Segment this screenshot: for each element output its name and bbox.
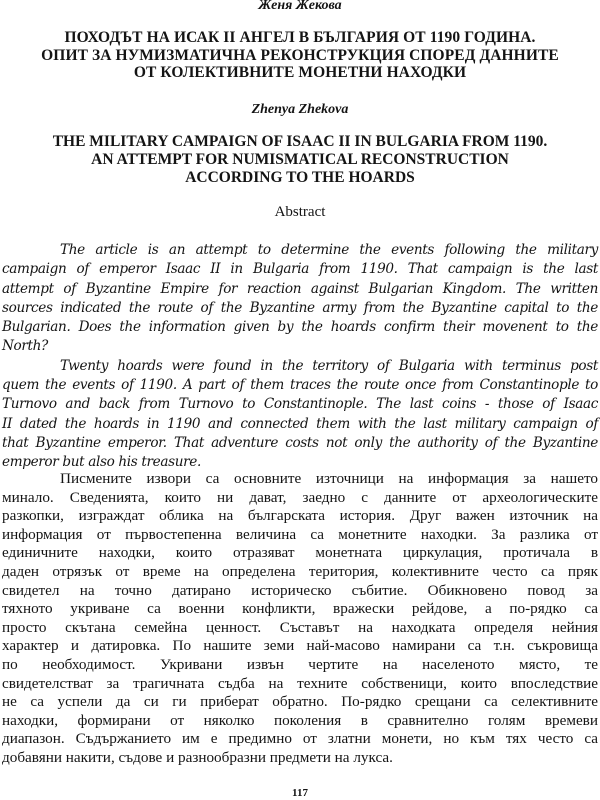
title-english	[0, 133, 600, 187]
abstract-line: II dated the hoards in 1190 and connected them with the last military campaign of	[2, 415, 598, 432]
body-line: диапазон. Съдържанието им е предимно от златни монети, но към тях често са	[2, 730, 598, 748]
title-bulgarian	[0, 29, 600, 82]
abstract-line: attempt of Byzantine Empire for reaction against Bulgarian Kingdom. The written	[2, 280, 598, 297]
page-number: 117	[292, 787, 308, 799]
abstract-line: that Byzantine emperor. That adventure costs not only the authority of the Byzantine	[2, 434, 598, 451]
body-line: свидетел на точно датирано историческо събитие. Обикновено повод за	[2, 581, 598, 599]
title-bulgarian-line: ОТ КОЛЕКТИВНИТЕ МОНЕТНИ НАХОДКИ	[133, 64, 467, 81]
body-line: информация от първостепенна величина са монетните находки. За разлика от	[2, 525, 598, 543]
abstract-line: quem the events of 1190. A part of them traces the route once from Constantinople to	[2, 377, 598, 394]
abstract-line: sources indicated the route of the Byzantine army from the Byzantine capital to the	[2, 299, 598, 316]
body-line: Писмените извори са основните източници на информация за нашето	[60, 470, 598, 487]
body-paragraph	[2, 470, 598, 768]
body-line: не са успели да си ги приберат обратно. По-рядко срещани са селективните	[2, 693, 598, 711]
author-name-english: Zhenya Zhekova	[251, 102, 349, 117]
title-bulgarian-line: ПОХОДЪТ НА ИСАК II АНГЕЛ В БЪЛГАРИЯ ОТ 1190 ГОДИНА.	[64, 29, 536, 46]
body-line: находки, формирани от няколко поколения в сравнително голям времеви	[2, 711, 598, 729]
author-name-bulgarian: Женя Жекова	[258, 0, 342, 13]
body-line: свидетелстват за трагичната съдба на техните собственици, които впоследствие	[2, 674, 598, 692]
body-line: минало. Сведенията, които ни дават, заедно с данните от археологическите	[2, 488, 598, 506]
abstract-line: campaign of emperor Isaac II in Bulgaria from 1190. That campaign is the last	[2, 261, 598, 278]
abstract-line: Twenty hoards were found in the territory of Bulgaria with terminus post	[60, 357, 598, 374]
body-line: единичните находки, които отразяват монетната циркулация, протичала в	[2, 544, 598, 562]
body-line: добавяни накити, съдове и разнообразни предмети на лукса.	[2, 748, 393, 766]
title-bulgarian-line: ОПИТ ЗА НУМИЗМАТИЧНА РЕКОНСТРУКЦИЯ СПОРЕД ДАННИТЕ	[41, 46, 559, 64]
title-english-line: ACCORDING TO THE HOARDS	[185, 169, 415, 186]
body-line: тяхното укриване са военни конфликти, вражески рейдове, а по-рядко са	[2, 600, 598, 618]
abstract-line: North?	[2, 338, 48, 355]
body-line: по необходимост. Укривани извън чертите на населеното място, те	[2, 655, 598, 673]
abstract-line: Bulgarian. Does the information given by the hoards confirm their movenent to the	[2, 319, 598, 336]
abstract-line: The article is an attempt to determine the events following the military	[60, 242, 598, 258]
title-english-line: AN ATTEMPT FOR NUMISMATICAL RECONSTRUCTION	[91, 151, 509, 168]
body-line: разкопки, изграждат облика на българската история. Друг важен източник на	[2, 507, 598, 525]
abstract-text	[2, 241, 598, 473]
body-line: даден отрязък от време на определена територия, колективните често са пряк	[2, 562, 598, 580]
abstract-line: Turnovo and back from Turnovo to Constantinople. The last coins - those of Isaac	[2, 396, 598, 413]
abstract-heading: Abstract	[274, 204, 326, 220]
body-line: просто скътана семейна ценност. Съставът на находката определя нейния	[2, 618, 598, 636]
title-english-line: THE MILITARY CAMPAIGN OF ISAAC II IN BULGARIA FROM 1190.	[52, 133, 548, 150]
body-line: характер и датировка. По нашите земи най-масово намирани са т.н. съкровища	[2, 637, 598, 655]
abstract-line: emperor but also his treasure.	[2, 454, 201, 471]
